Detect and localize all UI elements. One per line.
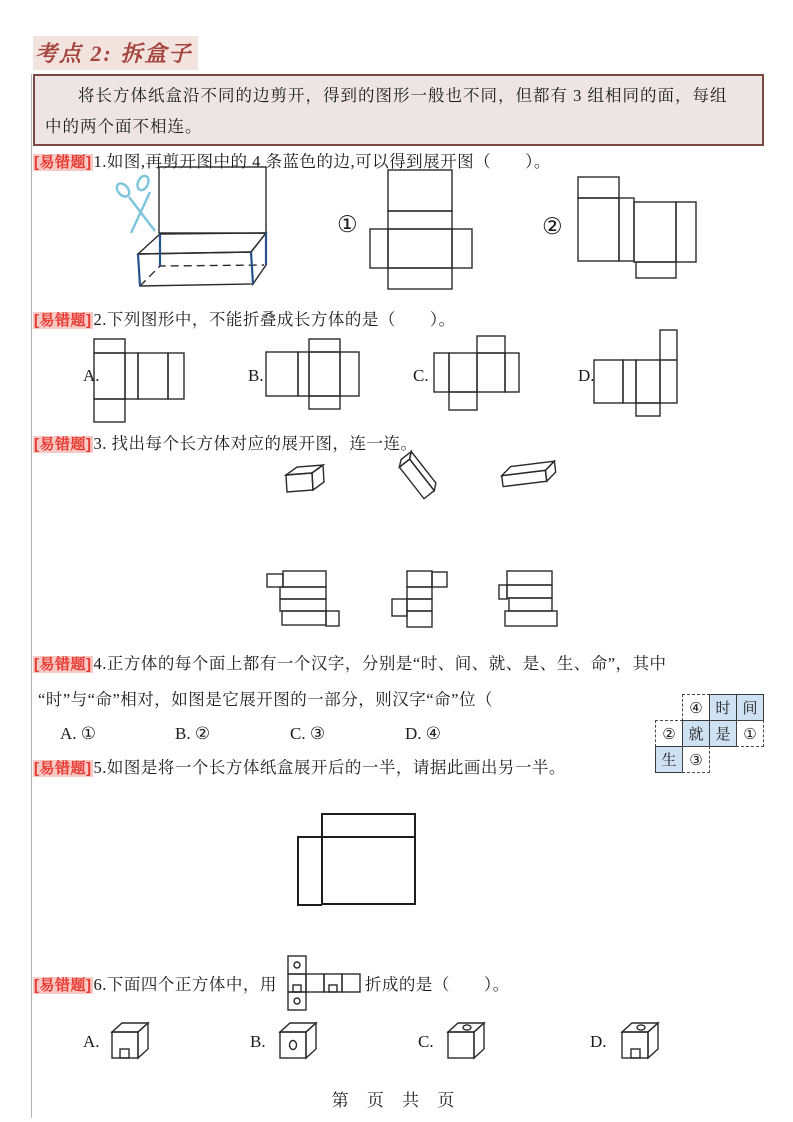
intro-box xyxy=(33,74,764,146)
q4-option-b: B. ② xyxy=(175,724,211,743)
q6-net-figure xyxy=(282,955,360,1011)
page-title: 考点 2: 拆盒子 xyxy=(33,36,198,70)
grid-cell-shi: 时 xyxy=(709,694,737,721)
q3-box-3-figure xyxy=(498,456,566,496)
q2-net-a-figure xyxy=(92,337,187,425)
q6-before-text: 6.下面四个正方体中，用 xyxy=(93,975,277,994)
q6-option-c-label: C. xyxy=(418,1032,434,1051)
door-mark xyxy=(293,985,301,992)
q6-cube-c-figure xyxy=(444,1020,488,1062)
intro-text-line2: 中的两个面不相连。 xyxy=(45,116,203,136)
circle-mark xyxy=(294,962,300,968)
question-6-text-before xyxy=(33,971,277,995)
q4-net-grid xyxy=(655,694,765,774)
intro-text-line1: 将长方体纸盒沿不同的边剪开，得到的图形一般也不同，但都有 3 组相同的面，每组 xyxy=(78,86,728,105)
circle-mark xyxy=(294,998,300,1004)
grid-cell-jiu: 就 xyxy=(682,720,710,747)
grid-cell-3: ③ xyxy=(682,746,710,773)
circle-mark xyxy=(463,1025,471,1030)
q2-net-c-figure xyxy=(432,333,522,413)
q4-option-d: D. ④ xyxy=(405,724,442,743)
grid-cell-4: ④ xyxy=(682,694,710,721)
error-prone-badge: [易错题] xyxy=(34,436,92,453)
q3-box-2-figure xyxy=(392,450,444,508)
blue-cut-edges xyxy=(138,233,266,286)
question-3-text: 3. 找出每个长方体对应的展开图，连一连。 xyxy=(93,434,418,453)
q3-net-2-figure xyxy=(390,568,454,630)
question-4 xyxy=(33,650,667,674)
circle-mark xyxy=(637,1025,645,1030)
q1-option-2-label: ② xyxy=(542,214,563,239)
q3-net-1-figure xyxy=(263,568,345,630)
q3-box-1-figure xyxy=(283,460,331,498)
grid-cell-1: ① xyxy=(736,720,764,747)
grid-cell-shi4: 是 xyxy=(709,720,737,747)
page-left-border xyxy=(31,74,32,1118)
q6-cube-d-figure xyxy=(618,1020,662,1062)
q2-option-b-label: B. xyxy=(248,366,264,385)
question-3 xyxy=(33,430,418,454)
q2-net-d-figure xyxy=(592,328,687,420)
question-2-text: 2.下列图形中，不能折叠成长方体的是（ ）。 xyxy=(93,310,456,329)
q2-option-a-label: A. xyxy=(83,366,100,385)
q6-cube-a-figure xyxy=(108,1020,152,1062)
q3-net-3-figure xyxy=(496,568,566,630)
q1-box-figure xyxy=(98,162,343,302)
grid-cell-sheng: 生 xyxy=(655,746,683,773)
question-6 xyxy=(33,954,510,1012)
page-footer: 第 页 共 页 xyxy=(331,1091,462,1110)
scissors-icon xyxy=(114,174,155,233)
error-prone-badge: [易错题] xyxy=(34,977,92,994)
q4-option-a: A. ① xyxy=(60,724,97,743)
question-4-line2 xyxy=(38,686,493,710)
q2-option-c-label: C. xyxy=(413,366,429,385)
q6-cube-b-figure xyxy=(276,1020,320,1062)
open-box-lid-and-body xyxy=(138,167,266,286)
grid-cell-jian: 间 xyxy=(736,694,764,721)
q6-option-a-label: A. xyxy=(83,1032,100,1051)
q1-net-1-figure xyxy=(366,167,476,292)
question-2 xyxy=(33,306,456,330)
q5-half-net-figure xyxy=(295,812,425,914)
question-5 xyxy=(33,754,566,778)
question-1-text: 1.如图,再剪开图中的 4 条蓝色的边,可以得到展开图（ ）。 xyxy=(93,152,551,171)
error-prone-badge: [易错题] xyxy=(34,760,92,777)
error-prone-badge: [易错题] xyxy=(34,312,92,329)
q4-option-c: C. ③ xyxy=(290,724,326,743)
grid-cell-2: ② xyxy=(655,720,683,747)
q2-option-d-label: D. xyxy=(578,366,595,385)
q2-net-b-figure xyxy=(264,337,361,412)
error-prone-badge: [易错题] xyxy=(34,154,92,171)
q6-option-d-label: D. xyxy=(590,1032,607,1051)
q1-option-1-label: ① xyxy=(337,212,358,237)
circle-mark xyxy=(290,1041,297,1050)
error-prone-badge: [易错题] xyxy=(34,656,92,673)
question-4-text-line1: 4.正方体的每个面上都有一个汉字，分别是“时、间、就、是、生、命”，其中 xyxy=(93,654,667,673)
door-mark xyxy=(329,985,337,992)
question-5-text: 5.如图是将一个长方体纸盒展开后的一半，请据此画出另一半。 xyxy=(93,758,566,777)
q1-net-2-figure xyxy=(572,175,700,281)
q6-option-b-label: B. xyxy=(250,1032,266,1051)
door-mark xyxy=(631,1049,640,1058)
question-4-text-line2: “时”与“命”相对，如图是它展开图的一部分，则汉字“命”位（ xyxy=(38,690,493,709)
door-mark xyxy=(120,1049,129,1058)
question-6-text-after: 折成的是（ ）。 xyxy=(364,975,510,994)
